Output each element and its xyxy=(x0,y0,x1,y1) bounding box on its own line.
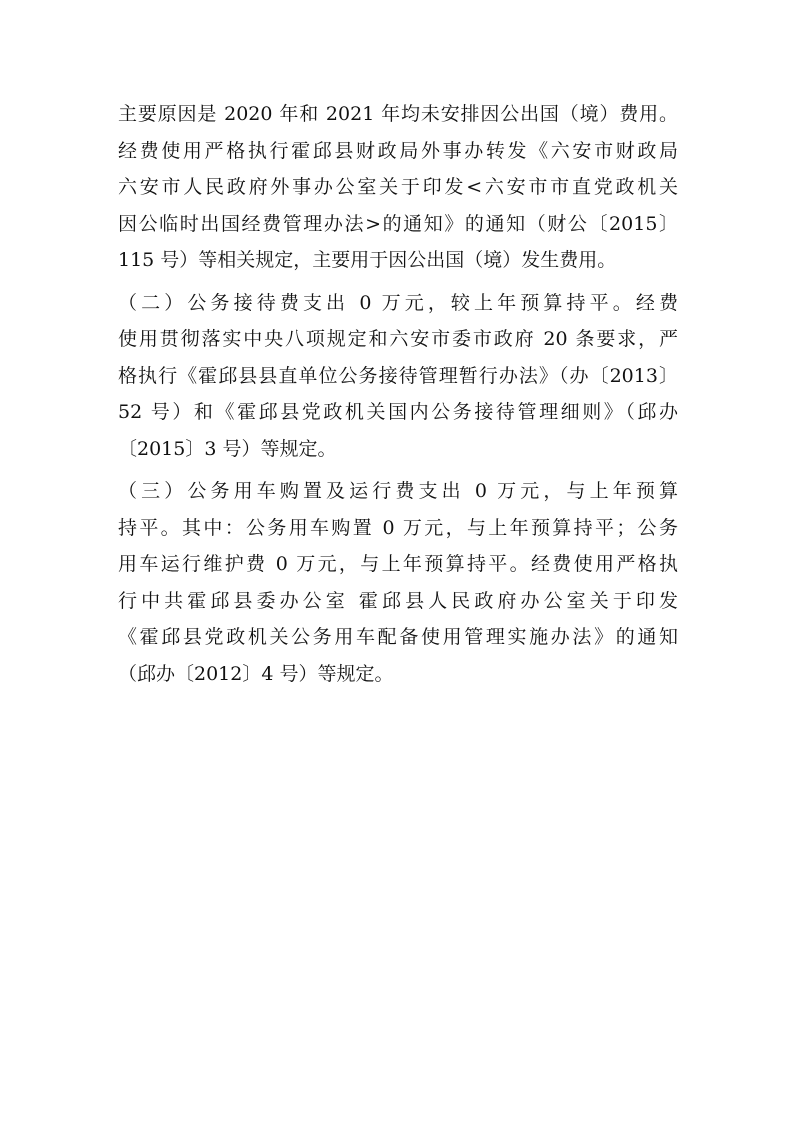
text-line: 六安市人民政府外事办公室关于印发<六安市市直党政机关 xyxy=(118,176,678,198)
text-line: 用车运行维护费 0 万元，与上年预算持平。经费使用严格执 xyxy=(118,553,678,575)
document-body xyxy=(118,96,678,692)
text-line: 主要原因是 2020 年和 2021 年均未安排因公出国（境）费用。 xyxy=(118,103,678,125)
text-line: 115 号）等相关规定，主要用于因公出国（境）发生费用。 xyxy=(118,249,617,271)
text-line: （二）公务接待费支出 0 万元，较上年预算持平。经费 xyxy=(118,291,678,314)
paragraph-reception-expense xyxy=(118,285,678,468)
text-line: 〔2015〕3 号）等规定。 xyxy=(118,437,337,460)
text-line: 52 号）和《霍邱县党政机关国内公务接待管理细则》（邱办 xyxy=(118,401,678,423)
text-line: 使用贯彻落实中央八项规定和六安市委市政府 20 条要求，严 xyxy=(118,328,678,350)
text-line: 经费使用严格执行霍邱县财政局外事办转发《六安市财政局 xyxy=(118,139,678,162)
text-line: 行中共霍邱县委办公室 霍邱县人民政府办公室关于印发 xyxy=(118,589,678,612)
text-line: 持平。其中：公务用车购置 0 万元，与上年预算持平；公务 xyxy=(118,516,678,539)
text-line: 格执行《霍邱县县直单位公务接待管理暂行办法》（办〔2013〕 xyxy=(118,364,678,387)
paragraph-overseas-travel xyxy=(118,96,678,279)
paragraph-vehicle-expense xyxy=(118,473,678,692)
text-line: （邱办〔2012〕4 号）等规定。 xyxy=(118,662,394,685)
text-line: （三）公务用车购置及运行费支出 0 万元，与上年预算 xyxy=(118,480,678,502)
text-line: 因公临时出国经费管理办法>的通知》的通知（财公〔2015〕 xyxy=(118,212,678,235)
text-line: 《霍邱县党政机关公务用车配备使用管理实施办法》的通知 xyxy=(118,626,678,648)
